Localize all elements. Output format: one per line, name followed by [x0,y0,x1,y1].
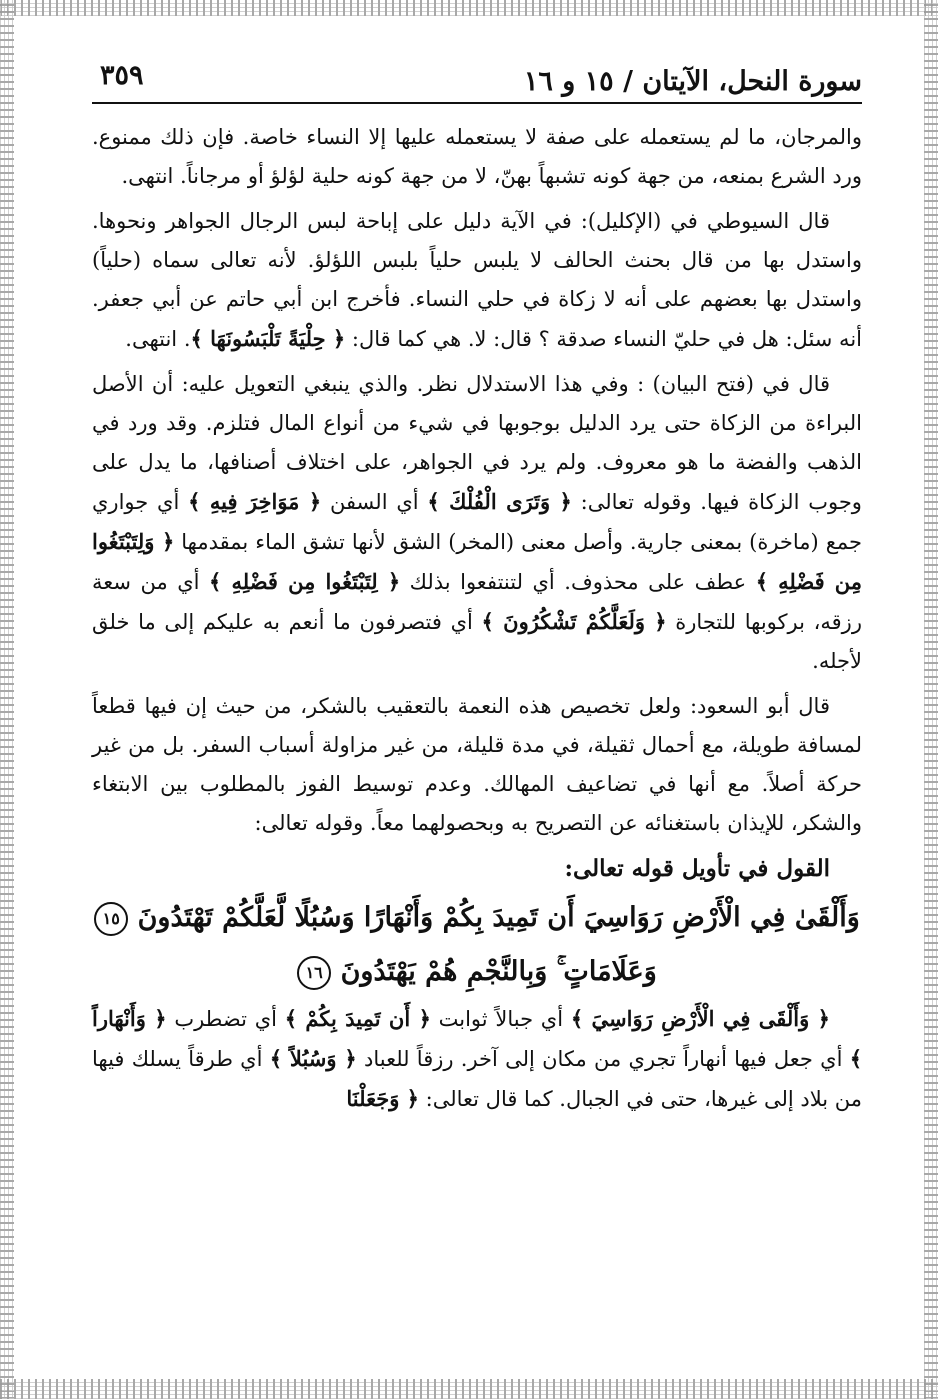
decorative-border-bottom [0,1379,938,1399]
quran-quote: ﴿ مَوَاخِرَ فِيهِ ﴾ [188,489,322,514]
paragraph-5-text-d: أي طرقاً يسلك فيها من بلاد إلى غيرها، حتى في الجبال. كما قال تعالى: [92,1047,862,1111]
chapter-title: سورة النحل، الآيتان / ١٥ و ١٦ [523,66,862,97]
paragraph-5-text-c: أي جعل فيها أنهاراً تجري من مكان إلى آخر. رزقاً للعباد [363,1047,843,1071]
quran-quote: ﴿ لِتَبْتَغُوا مِن فَضْلِهِ ﴾ [209,569,401,594]
verse-number-marker: ١٦ [297,956,331,990]
quran-quote: ﴿ وَلِتَبْتَغُوا مِن فَضْلِهِ ﴾ [92,529,862,594]
paragraph-2-text-a: قال السيوطي في (الإكليل): في الآية دليل على إباحة لبس الرجال الجواهر ونحوها. واستدل بها من قال بحنث الحالف لا يلبس حلياً بلبس اللؤلؤ. لأنه تعالى سماه (حلياً) واستدل بها بعضهم على أنه لا زكاة في حلي النساء. فأخرج ابن أبي حاتم عن أبي جعفر. أنه سئل: هل في حليّ النساء صدقة ؟ قال: لا. هي كما قال: [92,209,862,351]
verse-text-1: وَأَلْقَىٰ فِي الْأَرْضِ رَوَاسِيَ أَن تَمِيدَ بِكُمْ وَأَنْهَارًا وَسُبُلًا لَّعَلَّكُمْ تَهْتَدُونَ [137,902,860,933]
paragraph-3-text-d: عطف على محذوف. أي لتنتفعوا بذلك [409,570,747,594]
verse-text-2: وَعَلَامَاتٍ ۚ وَبِالنَّجْمِ هُمْ يَهْتَدُونَ [340,956,657,987]
paragraph-3-text-e: أي من سعة رزقه، بركوبها للتجارة [92,570,862,634]
paragraph-3-text-b: أي السفن [329,490,419,514]
paragraph-3-text-f: أي فتصرفون ما أنعم به عليكم إلى ما خلق لأجله. [92,610,862,673]
paragraph-2 [92,202,862,359]
decorative-border-top [0,0,938,16]
quran-quote: ﴿ وَجَعَلْنَا [346,1086,419,1111]
quran-quote: ﴿ وَأَنْهَاراً ﴾ [92,1006,862,1071]
running-header [92,58,862,104]
quran-quote: ﴿ وَتَرَى الْفُلْكَ ﴾ [427,489,572,514]
paragraph-4: قال أبو السعود: ولعل تخصيص هذه النعمة بالتعقيب بالشكر، من حيث إن فيها قطعاً لمسافة طويلة، مع أحمال ثقيلة، في مدة قليلة، من غير مزاولة أسباب السفر. بل من غير حركة أصلاً. مع أنها في تضاعيف المهالك. وعدم توسيط الفوز بالمطلوب بين الابتغاء والشكر، للإيذان باستغنائه عن التصريح به وبحصولهما معاً. وقوله تعالى: [92,694,862,835]
quran-quote: ﴿ وَلَعَلَّكُمْ تَشْكُرُونَ ﴾ [481,609,667,634]
paragraph-3 [92,365,862,681]
paragraph-2-text-b: . انتهى. [125,327,191,351]
decorative-border-right [924,0,938,1399]
page-number: ٣٥٩ [100,60,144,91]
page-content [92,58,862,1125]
paragraph-5 [92,999,862,1119]
paragraph-3-text-a: قال في (فتح البيان) : وفي هذا الاستدلال نظر. والذي ينبغي التعويل عليه: أن الأصل البراءة من الزكاة حتى يرد الدليل بوجوبها في شيء من أنواع المال فتلزم. وقد ورد في الذهب والفضة ما هو معروف. ولم يرد في الجواهر، على اختلاف أصنافها، ما يدل على وجوب الزكاة فيها. وقوله تعالى: [92,372,862,514]
paragraph-3-text-c: أي جواري جمع (ماخرة) بمعنى جارية. وأصل معنى (المخر) الشق لأنها تشق الماء بمقدمها [92,490,863,554]
quran-quote: ﴿ أَن تَمِيدَ بِكُمْ ﴾ [284,1006,431,1031]
verse-line-2 [92,945,862,999]
quran-quote: ﴿ وَسُبُلاً ﴾ [269,1046,357,1071]
paragraph-5-text-a: أي جبالاً ثوابت [438,1007,564,1031]
paragraph-1: والمرجان، ما لم يستعمله على صفة لا يستعمله عليها إلا النساء خاصة. فإن ذلك ممنوع. ورد الشرع بمنعه، من جهة كونه تشبهاً بهنّ، لا من جهة كونه حلية لؤلؤ أو مرجاناً. انتهى. [92,125,862,188]
paragraph-5-text-b: أي تضطرب [174,1007,277,1031]
verse-number-marker: ١٥ [94,902,128,936]
section-heading: القول في تأويل قوله تعالى: [564,855,830,882]
quran-quote: ﴿ حِلْيَةً تَلْبَسُونَهَا ﴾ [190,326,346,351]
verse-line-1 [92,891,862,945]
decorative-border-left [0,0,14,1399]
quran-quote: ﴿ وَأَلْقَى فِي الْأَرْضِ رَوَاسِيَ ﴾ [570,1006,830,1031]
